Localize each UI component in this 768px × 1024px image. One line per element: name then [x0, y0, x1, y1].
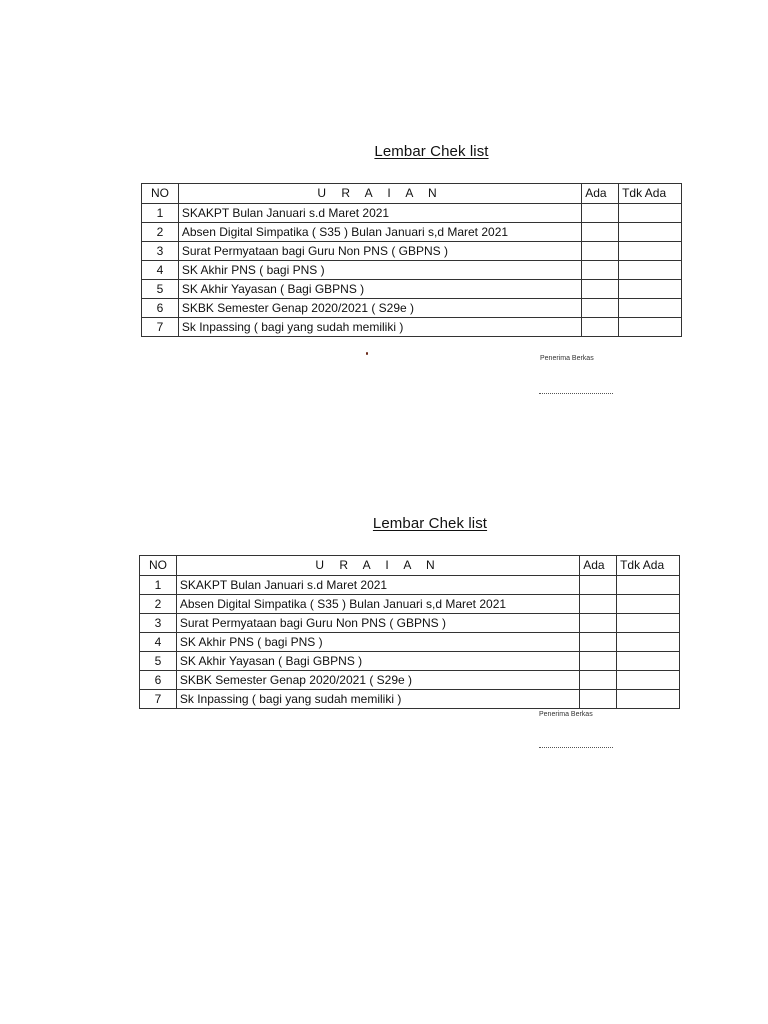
tdk-ada-checkbox-cell[interactable] — [617, 595, 680, 614]
table-row — [140, 595, 680, 614]
ada-checkbox-cell[interactable] — [582, 204, 619, 223]
tdk-ada-checkbox-cell[interactable] — [619, 299, 682, 318]
tdk-ada-checkbox-cell[interactable] — [619, 242, 682, 261]
row-uraian: Surat Permyataan bagi Guru Non PNS ( GBPNS ) — [178, 242, 581, 261]
row-uraian: SK Akhir PNS ( bagi PNS ) — [178, 261, 581, 280]
table-row — [140, 652, 680, 671]
header-tdk-ada: Tdk Ada — [617, 556, 680, 576]
tdk-ada-checkbox-cell[interactable] — [619, 204, 682, 223]
table-header-row — [142, 184, 682, 204]
row-uraian: Sk Inpassing ( bagi yang sudah memiliki ) — [176, 690, 579, 709]
header-uraian: U R A I A N — [178, 184, 581, 204]
checklist-table — [141, 183, 682, 337]
table-row — [140, 671, 680, 690]
table-row — [142, 261, 682, 280]
checklist-title: Lembar Chek list — [372, 515, 488, 532]
row-no: 3 — [142, 242, 179, 261]
table-header-row — [140, 556, 680, 576]
tdk-ada-checkbox-cell[interactable] — [619, 223, 682, 242]
ada-checkbox-cell[interactable] — [580, 614, 617, 633]
tdk-ada-checkbox-cell[interactable] — [617, 633, 680, 652]
ada-checkbox-cell[interactable] — [582, 299, 619, 318]
tdk-ada-checkbox-cell[interactable] — [617, 671, 680, 690]
row-uraian: SKBK Semester Genap 2020/2021 ( S29e ) — [176, 671, 579, 690]
ada-checkbox-cell[interactable] — [580, 595, 617, 614]
row-uraian: Sk Inpassing ( bagi yang sudah memiliki ) — [178, 318, 581, 337]
ada-checkbox-cell[interactable] — [582, 223, 619, 242]
tdk-ada-checkbox-cell[interactable] — [619, 280, 682, 299]
table-row — [142, 280, 682, 299]
row-no: 2 — [142, 223, 179, 242]
ink-speck — [366, 352, 368, 355]
table-row — [140, 576, 680, 595]
header-uraian: U R A I A N — [176, 556, 579, 576]
row-no: 5 — [142, 280, 179, 299]
ada-checkbox-cell[interactable] — [580, 576, 617, 595]
row-uraian: Absen Digital Simpatika ( S35 ) Bulan Januari s,d Maret 2021 — [178, 223, 581, 242]
row-no: 1 — [140, 576, 177, 595]
tdk-ada-checkbox-cell[interactable] — [617, 690, 680, 709]
row-no: 1 — [142, 204, 179, 223]
checklist-title: Lembar Chek list — [374, 143, 489, 160]
tdk-ada-checkbox-cell[interactable] — [617, 652, 680, 671]
table-row — [142, 223, 682, 242]
ada-checkbox-cell[interactable] — [580, 633, 617, 652]
table-row — [142, 318, 682, 337]
table-row — [140, 633, 680, 652]
header-ada: Ada — [580, 556, 617, 576]
row-no: 2 — [140, 595, 177, 614]
tdk-ada-checkbox-cell[interactable] — [617, 576, 680, 595]
row-no: 6 — [142, 299, 179, 318]
receiver-label: Penerima Berkas — [540, 355, 594, 362]
row-uraian: Surat Permyataan bagi Guru Non PNS ( GBPNS ) — [176, 614, 579, 633]
row-no: 3 — [140, 614, 177, 633]
row-no: 7 — [140, 690, 177, 709]
header-ada: Ada — [582, 184, 619, 204]
row-no: 7 — [142, 318, 179, 337]
ada-checkbox-cell[interactable] — [582, 280, 619, 299]
row-no: 4 — [142, 261, 179, 280]
row-uraian: Absen Digital Simpatika ( S35 ) Bulan Januari s,d Maret 2021 — [176, 595, 579, 614]
tdk-ada-checkbox-cell[interactable] — [619, 318, 682, 337]
row-no: 4 — [140, 633, 177, 652]
ada-checkbox-cell[interactable] — [580, 652, 617, 671]
signature-line — [539, 393, 613, 394]
row-no: 5 — [140, 652, 177, 671]
header-tdk-ada: Tdk Ada — [619, 184, 682, 204]
header-no: NO — [140, 556, 177, 576]
checklist-table — [139, 555, 680, 709]
ada-checkbox-cell[interactable] — [582, 242, 619, 261]
ada-checkbox-cell[interactable] — [580, 690, 617, 709]
header-no: NO — [142, 184, 179, 204]
receiver-label: Penerima Berkas — [539, 711, 593, 718]
table-row — [142, 299, 682, 318]
ada-checkbox-cell[interactable] — [582, 318, 619, 337]
tdk-ada-checkbox-cell[interactable] — [617, 614, 680, 633]
row-uraian: SK Akhir Yayasan ( Bagi GBPNS ) — [176, 652, 579, 671]
row-uraian: SKAKPT Bulan Januari s.d Maret 2021 — [176, 576, 579, 595]
table-row — [140, 614, 680, 633]
ada-checkbox-cell[interactable] — [580, 671, 617, 690]
signature-line — [539, 747, 613, 748]
row-uraian: SKAKPT Bulan Januari s.d Maret 2021 — [178, 204, 581, 223]
row-uraian: SKBK Semester Genap 2020/2021 ( S29e ) — [178, 299, 581, 318]
row-uraian: SK Akhir PNS ( bagi PNS ) — [176, 633, 579, 652]
row-uraian: SK Akhir Yayasan ( Bagi GBPNS ) — [178, 280, 581, 299]
table-row — [142, 242, 682, 261]
tdk-ada-checkbox-cell[interactable] — [619, 261, 682, 280]
table-row — [140, 690, 680, 709]
ada-checkbox-cell[interactable] — [582, 261, 619, 280]
row-no: 6 — [140, 671, 177, 690]
table-row — [142, 204, 682, 223]
